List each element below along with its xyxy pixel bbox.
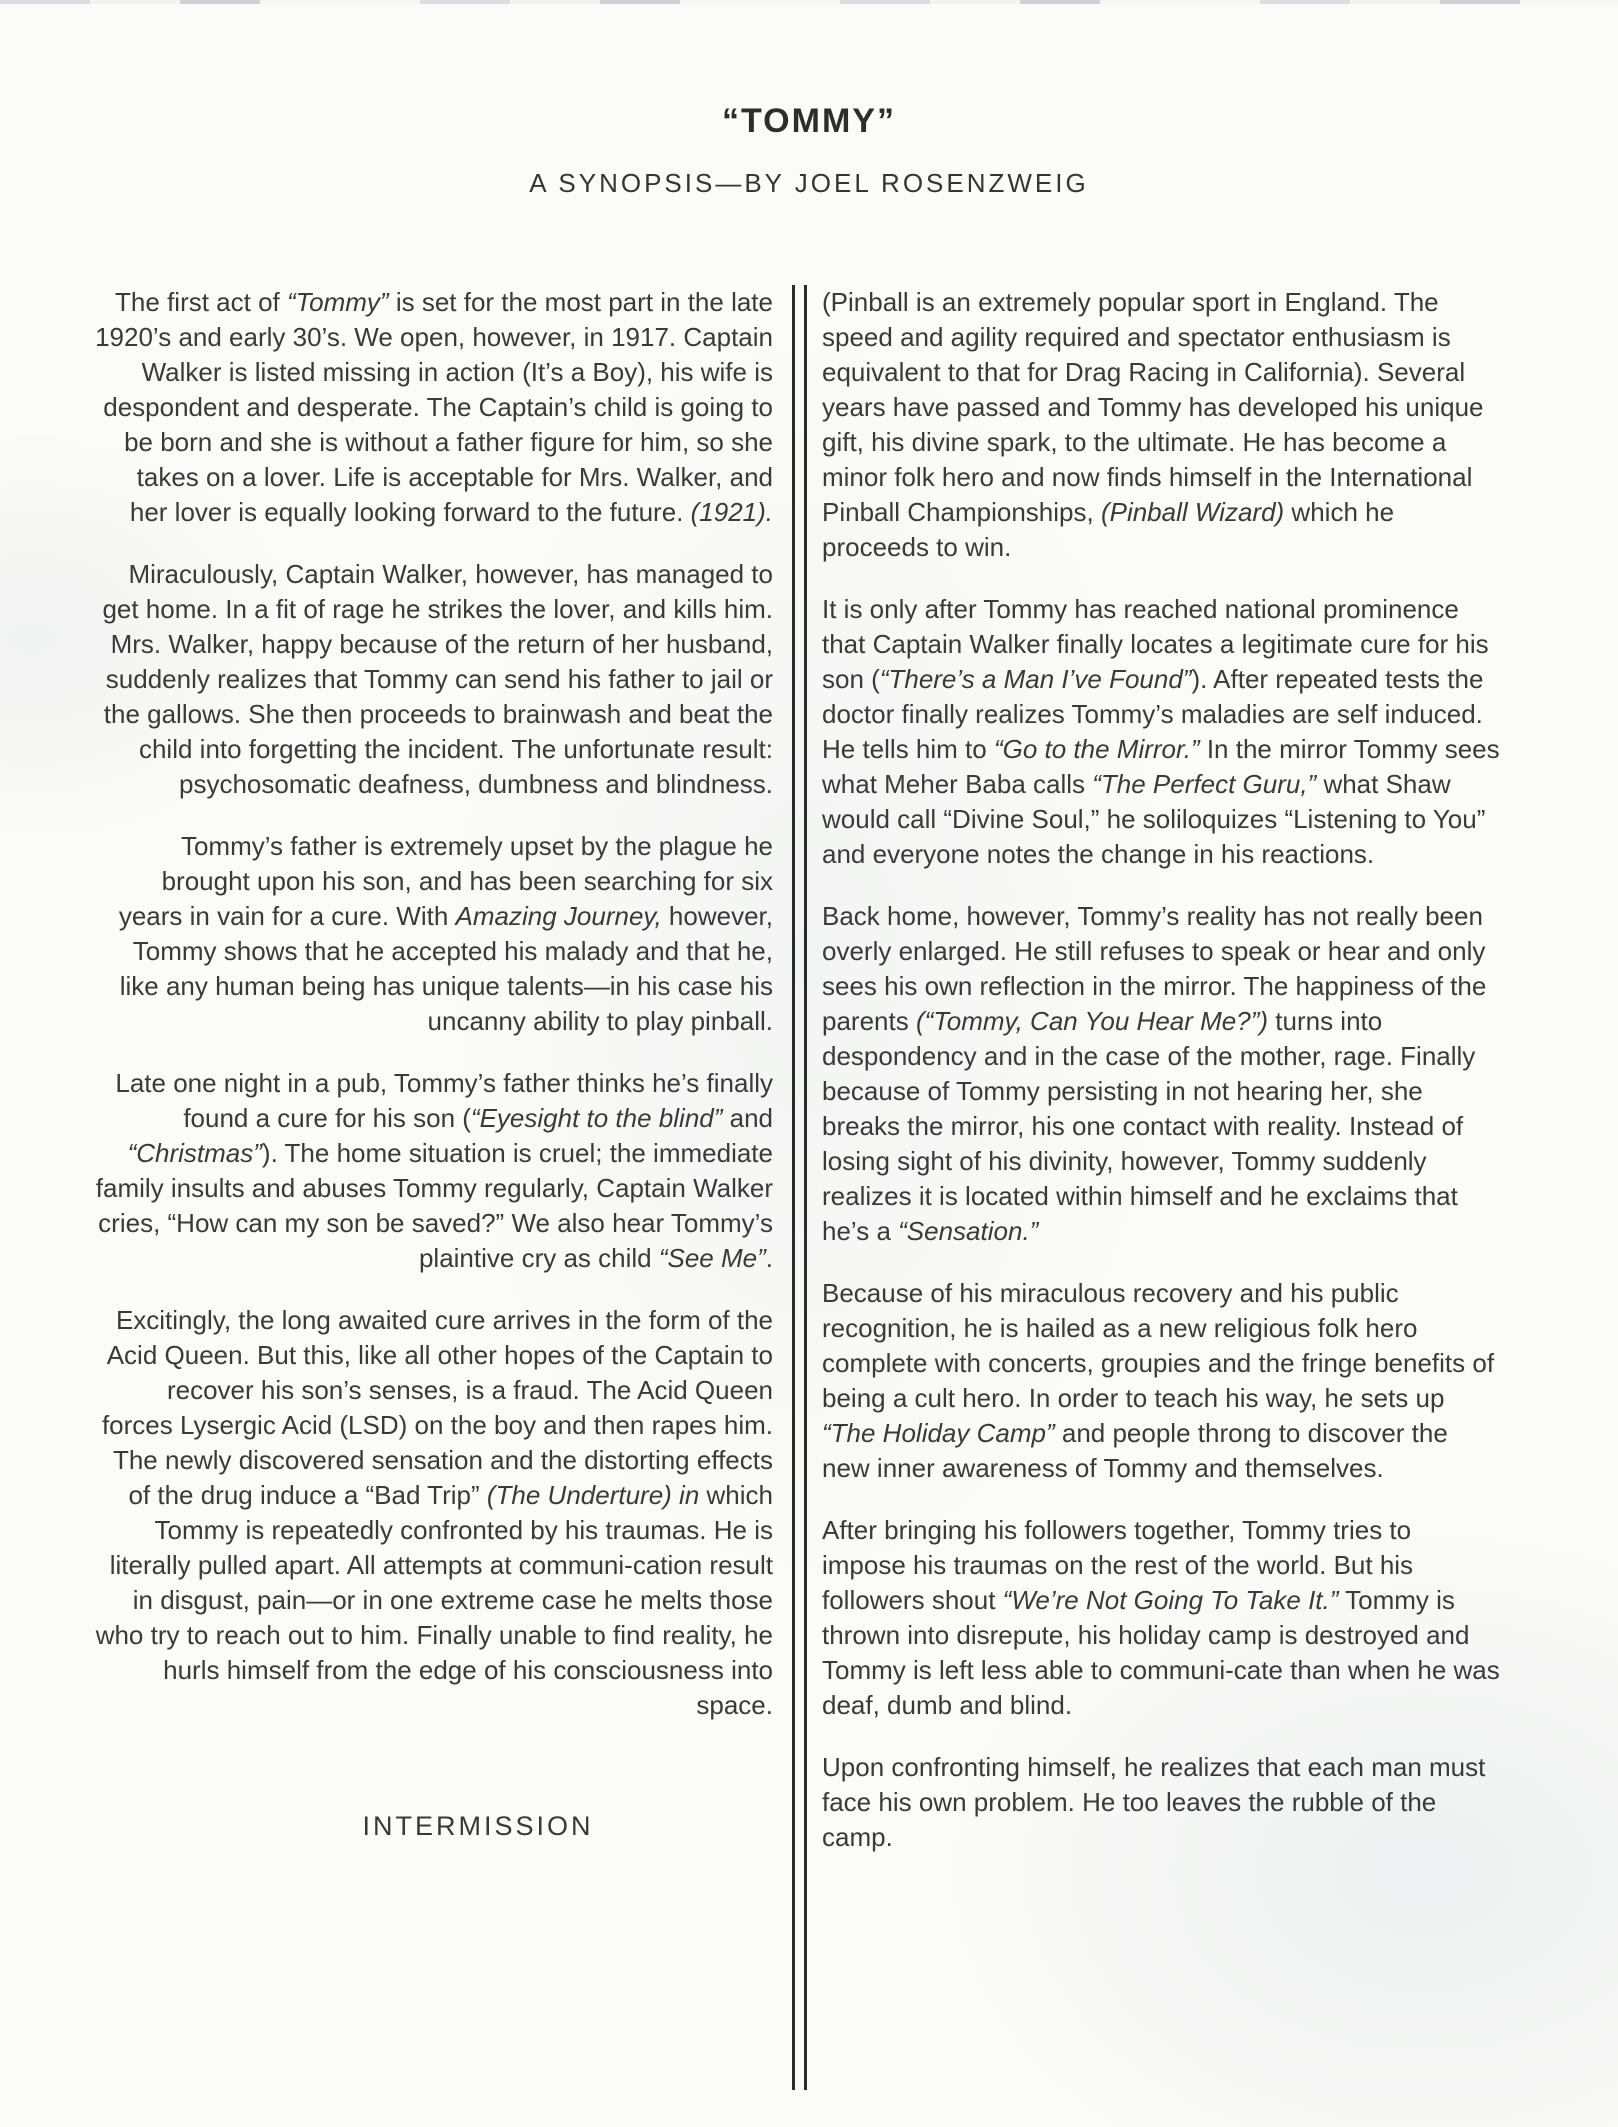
document-header [0, 0, 1618, 199]
paragraph [822, 1276, 1500, 1486]
text-segment: The first act of [115, 287, 287, 317]
text-segment: It is only after Tommy has reached national prominence that Captain Walker finally locates a legitimate cure for his son ( [822, 594, 1489, 694]
text-segment: Because of his miraculous recovery and his public recognition, he is hailed as a new religious folk hero complete with concerts, groupies and the fringe benefits of being a cult hero. In order to teach his way, he sets up [822, 1278, 1495, 1413]
paragraph [822, 1750, 1500, 1855]
italic-text-segment: “Eyesight to the blind” [470, 1103, 723, 1133]
paragraph [822, 285, 1500, 565]
page-title: “TOMMY” [722, 102, 896, 140]
paragraph [95, 285, 773, 530]
paragraph [822, 1513, 1500, 1723]
text-segment: (Pinball is an extremely popular sport in England. The speed and agility required and spectator enthusiasm is equivalent to that for Drag Racing in California). Several years have passed and Tommy has developed his unique gift, his divine spark, to the ultimate. He has become a minor folk hero and now finds himself in the International Pinball Championships, [822, 287, 1484, 527]
italic-text-segment: “We’re Not Going To Take It.” [1002, 1585, 1339, 1615]
italic-text-segment: (The Underture) in [486, 1480, 700, 1510]
paragraph [822, 899, 1500, 1249]
text-segment: which he proceeds to win. [822, 497, 1395, 562]
scan-edge-artifact [0, 0, 1618, 4]
italic-text-segment: “Go to the Mirror.” [993, 734, 1200, 764]
text-segment: and [722, 1103, 773, 1133]
text-segment: what Shaw would call “Divine Soul,” he soliloquizes “Listening to You” and everyone notes the change in his reactions. [822, 769, 1486, 869]
right-column-paragraphs [822, 285, 1500, 1855]
intermission-heading: INTERMISSION [362, 1811, 594, 1841]
italic-text-segment: “See Me” [658, 1243, 766, 1273]
italic-text-segment: (1921). [690, 497, 773, 527]
italic-text-segment: “The Holiday Camp” [822, 1418, 1055, 1448]
text-segment: ). The home situation is cruel; the immediate family insults and abuses Tommy regularly, Captain Walker cries, “How can my son be saved?” We also hear Tommy’s plaintive cry as child [95, 1138, 773, 1273]
text-segment: Tommy’s father is extremely upset by the plague he brought upon his son, and has been searching for six years in vain for a cure. With [118, 831, 773, 931]
text-segment: however, Tommy shows that he accepted his malady and that he, like any human being has unique talents—in his case his uncanny ability to play pinball. [119, 901, 773, 1036]
paragraph [95, 557, 773, 802]
italic-text-segment: “Tommy” [287, 287, 389, 317]
text-segment: Tommy is thrown into disrepute, his holiday camp is destroyed and Tommy is left less able to communi-cate than when he was deaf, dumb and blind. [822, 1585, 1500, 1720]
italic-text-segment: “There’s a Man I’ve Found” [879, 664, 1192, 694]
right-column [807, 285, 1500, 1855]
text-segment: turns into despondency and in the case of the mother, rage. Finally because of Tommy persisting in not hearing her, she breaks the mirror, his one contact with reality. Instead of losing sight of his divinity, however, Tommy suddenly realizes it is located within himself and he exclaims that he’s a [822, 1006, 1476, 1246]
left-column [95, 285, 792, 1844]
italic-text-segment: “The Perfect Guru,” [1092, 769, 1317, 799]
italic-text-segment: (“Tommy, Can You Hear Me?”) [915, 1006, 1269, 1036]
page-subtitle: A SYNOPSIS—BY JOEL ROSENZWEIG [529, 168, 1089, 198]
text-segment: Excitingly, the long awaited cure arrives in the form of the Acid Queen. But this, like all other hopes of the Captain to recover his son’s senses, is a fraud. The Acid Queen forces Lysergic Acid (LSD) on the boy and then rapes him. The newly discovered sensation and the distorting effects of the drug induce a “Bad Trip” [101, 1305, 773, 1510]
italic-text-segment: Amazing Journey, [455, 901, 662, 931]
text-segment: In the mirror Tommy sees what Meher Baba calls [822, 734, 1500, 799]
text-segment: . [765, 1243, 773, 1273]
text-segment: Upon confronting himself, he realizes that each man must face his own problem. He too leaves the rubble of the camp. [822, 1752, 1486, 1852]
text-segment: which Tommy is repeatedly confronted by his traumas. He is literally pulled apart. All attempts at communi-cation result in disgust, pain—or in one extreme case he melts those who try to reach out to him. Finally unable to find reality, he hurls himself from the edge of his consciousness into space. [95, 1480, 773, 1720]
text-segment: Miraculously, Captain Walker, however, has managed to get home. In a fit of rage he strikes the lover, and kills him. Mrs. Walker, happy because of the return of her husband, suddenly realizes that Tommy can send his father to jail or the gallows. She then proceeds to brainwash and beat the child into forgetting the incident. The unfortunate result: psychosomatic deafness, dumbness and blindness. [102, 559, 773, 799]
paragraph [95, 1066, 773, 1276]
text-segment: Back home, however, Tommy’s reality has not really been overly enlarged. He still refuses to speak or hear and only sees his own reflection in the mirror. The happiness of the parents [822, 901, 1487, 1036]
text-segment: Late one night in a pub, Tommy’s father thinks he’s finally found a cure for his son ( [115, 1068, 773, 1133]
two-column-body [95, 285, 1500, 2090]
text-segment: and people throng to discover the new inner awareness of Tommy and themselves. [822, 1418, 1448, 1483]
left-column-paragraphs [95, 285, 773, 1723]
paragraph [95, 829, 773, 1039]
text-segment: After bringing his followers together, Tommy tries to impose his traumas on the rest of the world. But his followers shout [822, 1515, 1414, 1615]
text-segment: is set for the most part in the late 1920’s and early 30’s. We open, however, in 1917. Captain Walker is listed missing in action (It’s a Boy), his wife is despondent and desperate. The Captain’s child is going to be born and she is without a father figure for him, so she takes on a lover. Life is acceptable for Mrs. Walker, and her lover is equally looking forward to the future. [95, 287, 773, 527]
paragraph [95, 1303, 773, 1723]
paragraph [822, 592, 1500, 872]
text-segment: ). After repeated tests the doctor finally realizes Tommy’s maladies are self induced. He tells him to [822, 664, 1484, 764]
italic-text-segment: (Pinball Wizard) [1100, 497, 1285, 527]
italic-text-segment: “Sensation.” [898, 1216, 1039, 1246]
italic-text-segment: “Christmas” [127, 1138, 262, 1168]
